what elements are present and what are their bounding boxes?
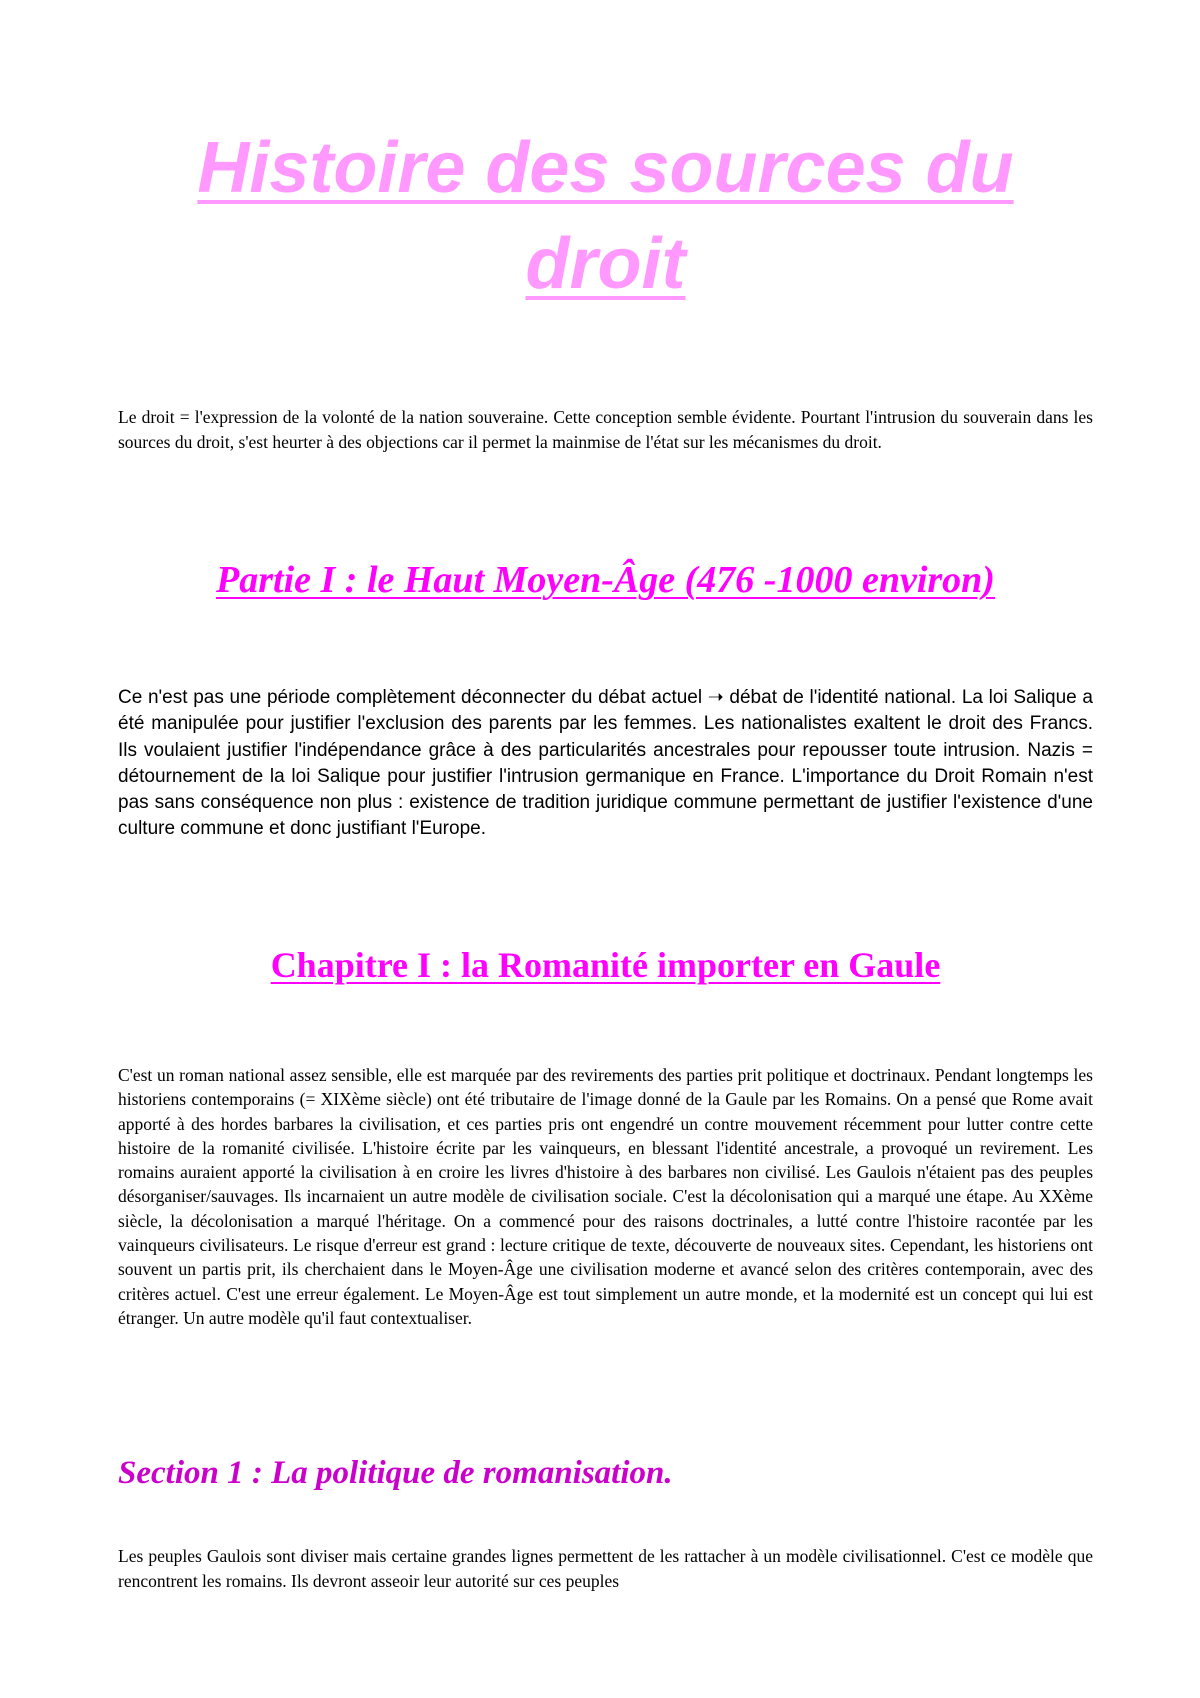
document-title: [118, 120, 1093, 312]
chapter-heading: Chapitre I : la Romanité importer en Gaule: [270, 945, 941, 985]
section-heading: Section 1 : La politique de romanisation.: [118, 1455, 673, 1491]
part-text-end: débat de l'identité national. La loi Salique a été manipulée pour justifier l'exclusion des parents par les femmes. Les nationalistes exaltent le droit des Francs. Ils voulaient justifier l'indépendance grâce à des particularités ancestrales pour repousser toute intrusion. Nazis = détournement de la loi Salique pour justifier l'intrusion germanique en France. L'importance du Droit Romain n'est pas sans conséquence non plus : existence de tradition juridique commune permettant de justifier l'existence d'une culture commune et donc justifiant l'Europe.: [118, 687, 1094, 840]
part-text-start: Ce n'est pas une période complètement déconnecter du débat actuel: [118, 687, 703, 708]
document-title-line-1: Histoire des sources du: [197, 128, 1014, 208]
document-title-line-2: droit: [525, 224, 686, 304]
intro-paragraph: Le droit = l'expression de la volonté de la nation souveraine. Cette conception semble évidente. Pourtant l'intrusion du souverain dans les sources du droit, s'est heurter à des objections car il permet la mainmise de l'état sur les mécanismes du droit.: [118, 407, 1093, 452]
part-heading: Partie I : le Haut Moyen-Âge (476 -1000 environ): [216, 559, 995, 601]
right-arrow-icon: ➝: [707, 687, 724, 708]
part-paragraph: [118, 685, 1093, 843]
chapter-paragraph: C'est un roman national assez sensible, elle est marquée par des revirements des parties prit politique et doctrinaux. Pendant longtemps les historiens contemporains (= XIXème siècle) ont été tributaire de l'image donné de la Gaule par les Romains. On a pensé que Rome avait apporté à des hordes barbares la civilisation, et ces parties pris ont engendré un contre mouvement récemment pour lutter contre cette histoire de la romanité civilisée. L'histoire écrite par les vainqueurs, en blessant l'identité ancestrale, a provoqué un revirement. Les romains auraient apporté la civilisation à en croire les livres d'histoire à des barbares non civilisé. Les Gaulois n'étaient pas des peuples désorganiser/sauvages. Ils incarnaient un autre modèle de civilisation sociale. C'est la décolonisation qui a marqué une étape. Au XXème siècle, la décolonisation a marqué l'héritage. On a commencé pour des raisons doctrinales, a lutté contre l'histoire racontée par les vainqueurs civilisateurs. Le risque d'erreur est grand : lecture critique de texte, découverte de nouveaux sites. Cependant, les historiens ont souvent un partis prit, ils cherchaient dans le Moyen-Âge une civilisation moderne et avancé selon des critères contemporain, avec des critères actuel. C'est une erreur également. Le Moyen-Âge est tout simplement un autre monde, et la modernité est un concept qui lui est étranger. Un autre modèle qu'il faut contextualiser.: [118, 1065, 1093, 1328]
section-paragraph: Les peuples Gaulois sont diviser mais certaine grandes lignes permettent de les rattacher à un modèle civilisationnel. C'est ce modèle que rencontrent les romains. Ils devront asseoir leur autorité sur ces peuples: [118, 1546, 1093, 1591]
